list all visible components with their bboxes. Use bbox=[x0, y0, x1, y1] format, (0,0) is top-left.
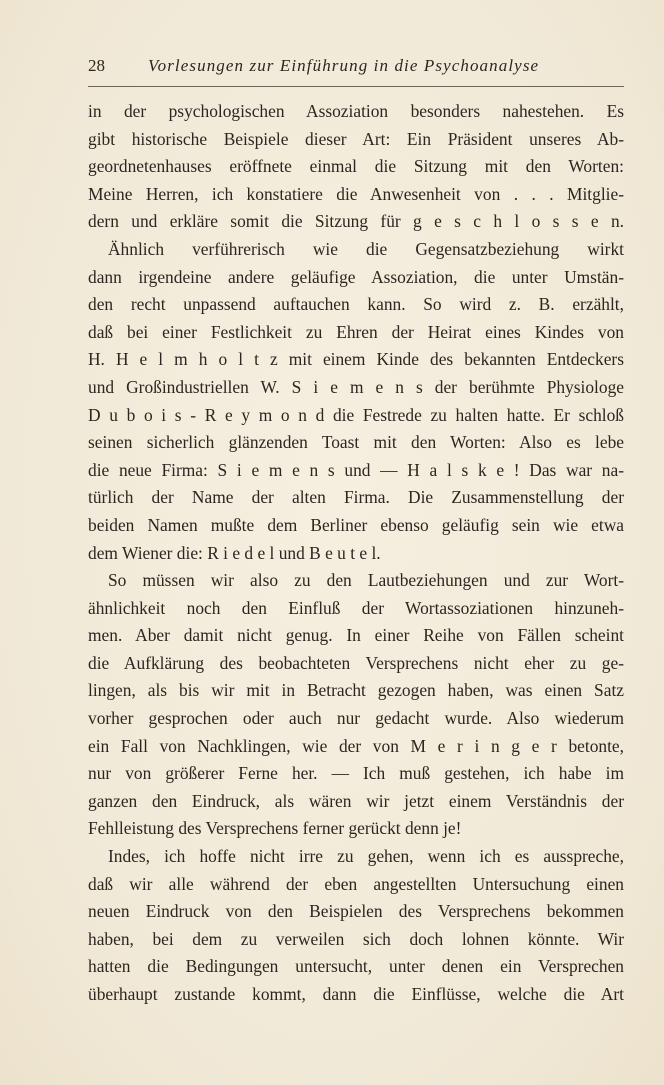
text-line: beiden Namen mußte dem Berliner ebenso geläufig sein wie etwa bbox=[88, 514, 624, 535]
text-line: H. H e l m h o l t z mit einem Kinde des bekannten Entdeckers bbox=[88, 349, 624, 370]
text-line: daß bei einer Festlichkeit zu Ehren der Heirat eines Kindes von bbox=[88, 321, 624, 342]
body-text bbox=[88, 98, 624, 1009]
text-line: D u b o i s - R e y m o n d die Festrede zu halten hatte. Er schloß bbox=[88, 404, 624, 425]
paragraph-3 bbox=[88, 567, 624, 843]
text-line: dem Wiener die: R i e d e l und B e u t e l. bbox=[88, 542, 381, 563]
text-line: nur von größerer Ferne her. — Ich muß gestehen, ich habe im bbox=[88, 763, 624, 784]
page-number: 28 bbox=[88, 56, 105, 75]
running-head: Vorlesungen zur Einführung in die Psychoanalyse bbox=[148, 56, 540, 75]
text-line: men. Aber damit nicht genug. In einer Reihe von Fällen scheint bbox=[88, 625, 624, 646]
text-line: den recht unpassend auftauchen kann. So wird z. B. erzählt, bbox=[88, 294, 624, 315]
text-line: ähnlichkeit noch den Einfluß der Wortassoziationen hinzuneh- bbox=[88, 597, 624, 618]
text-line: und Großindustriellen W. S i e m e n s der berühmte Physiologe bbox=[88, 376, 624, 397]
text-line: dern und erkläre somit die Sitzung für g e s c h l o s s e n. bbox=[88, 211, 624, 232]
text-line: hatten die Bedingungen untersucht, unter denen ein Versprechen bbox=[88, 956, 624, 977]
text-line: in der psychologischen Assoziation besonders nahestehen. Es bbox=[88, 101, 624, 121]
text-line: gibt historische Beispiele dieser Art: Ein Präsident unseres Ab- bbox=[88, 128, 624, 149]
text-line: haben, bei dem zu verweilen sich doch lohnen könnte. Wir bbox=[88, 928, 624, 949]
text-line: dann irgendeine andere geläufige Assoziation, die unter Umstän- bbox=[88, 266, 624, 287]
text-line: Fehlleistung des Versprechens ferner gerückt denn je! bbox=[88, 818, 462, 839]
text-line: lingen, als bis wir mit in Betracht gezogen haben, was einen Satz bbox=[88, 680, 624, 701]
text-line: die Aufklärung des beobachteten Versprechens nicht eher zu ge- bbox=[88, 652, 624, 673]
text-line: ein Fall von Nachklingen, wie der von M e r i n g e r betonte, bbox=[88, 735, 624, 756]
text-line: Indes, ich hoffe nicht irre zu gehen, wenn ich es ausspreche, bbox=[108, 846, 624, 867]
paragraph-2 bbox=[88, 236, 624, 567]
text-line: So müssen wir also zu den Lautbeziehungen und zur Wort- bbox=[108, 570, 624, 591]
text-line: seinen sicherlich glänzenden Toast mit den Worten: Also es lebe bbox=[88, 432, 624, 453]
text-line: Ähnlich verführerisch wie die Gegensatzbeziehung wirkt bbox=[108, 238, 624, 259]
text-line: neuen Eindruck von den Beispielen des Versprechens bekommen bbox=[88, 901, 624, 922]
text-line: geordnetenhauses eröffnete einmal die Sitzung mit den Worten: bbox=[88, 156, 624, 177]
text-line: türlich der Name der alten Firma. Die Zusammenstellung der bbox=[88, 487, 624, 508]
paragraph-4 bbox=[88, 843, 624, 1009]
text-line: vorher gesprochen oder auch nur gedacht wurde. Also wiederum bbox=[88, 708, 624, 729]
text-line: Meine Herren, ich konstatiere die Anwesenheit von . . . Mitglie- bbox=[88, 183, 624, 204]
text-line: ganzen den Eindruck, als wären wir jetzt einem Verständnis der bbox=[88, 790, 624, 811]
text-line: daß wir alle während der eben angestellten Untersuchung einen bbox=[88, 873, 624, 894]
paragraph-1 bbox=[88, 98, 624, 236]
page-header bbox=[88, 56, 624, 76]
text-line: überhaupt zustande kommt, dann die Einflüsse, welche die Art bbox=[88, 984, 624, 1004]
header-rule bbox=[88, 86, 624, 87]
text-line: die neue Firma: S i e m e n s und — H a l s k e ! Das war na- bbox=[88, 459, 624, 480]
